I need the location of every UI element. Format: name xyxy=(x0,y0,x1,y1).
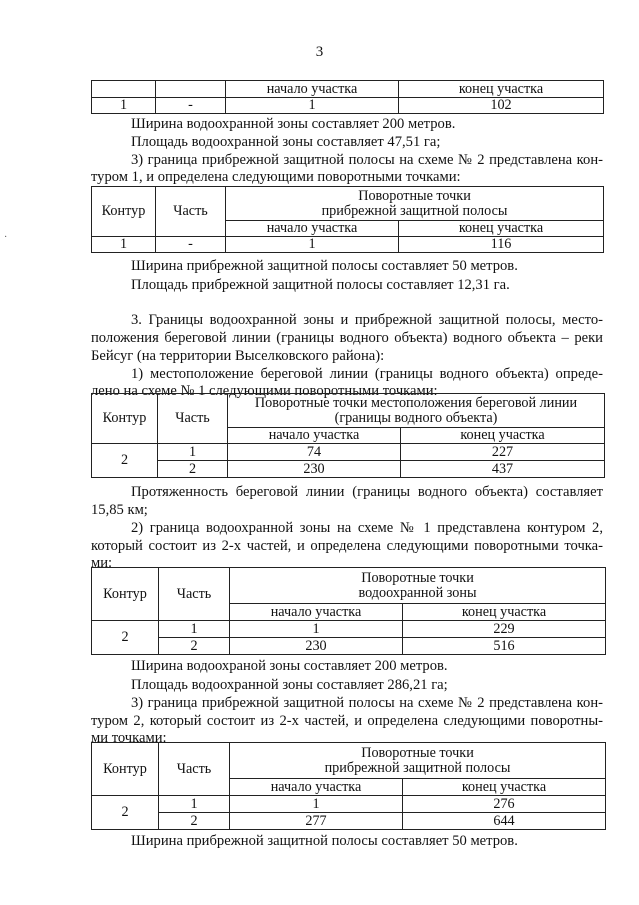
t4-turn-header xyxy=(230,568,606,604)
t3-part: 2 xyxy=(158,461,228,478)
t5-start: 277 xyxy=(230,813,403,830)
paragraph: туром 1, и определена следующими поворотными точками: xyxy=(91,169,461,185)
t2-turn-header xyxy=(226,187,604,221)
t1-part: - xyxy=(156,98,226,114)
t3-end: 437 xyxy=(401,461,605,478)
t4-turn-header-line1: Поворотные точки xyxy=(361,569,474,586)
t3-end: 227 xyxy=(401,444,605,461)
t5-turn-header-line2: прибрежной защитной полосы xyxy=(324,759,511,776)
table-row xyxy=(92,98,604,114)
paragraph: 3. Границы водоохранной зоны и прибрежной защитной полосы, место- xyxy=(131,312,603,328)
t1-contour: 1 xyxy=(92,98,156,114)
t5-end: 644 xyxy=(403,813,606,830)
t4-start: 230 xyxy=(230,638,403,655)
t5-start-header: начало участка xyxy=(230,779,403,796)
t3-end-header: конец участка xyxy=(401,428,605,444)
t5-contour: 2 xyxy=(92,796,159,830)
t4-start-header: начало участка xyxy=(230,604,403,621)
t1-empty-2 xyxy=(156,81,226,98)
table-1 xyxy=(91,80,604,114)
t2-end: 116 xyxy=(399,237,604,253)
table-row xyxy=(92,621,606,638)
t1-empty-1 xyxy=(92,81,156,98)
paragraph: Ширина водоохраной зоны составляет 200 метров. xyxy=(131,658,448,674)
t4-end: 516 xyxy=(403,638,606,655)
t2-contour: 1 xyxy=(92,237,156,253)
t5-end: 276 xyxy=(403,796,606,813)
paragraph: 15,85 км; xyxy=(91,502,148,518)
t4-end-header: конец участка xyxy=(403,604,606,621)
table-row xyxy=(92,796,606,813)
t3-turn-header-line2: (границы водного объекта) xyxy=(334,409,498,426)
t3-turn-header xyxy=(228,394,605,428)
table-row xyxy=(92,813,606,830)
page-number: 3 xyxy=(315,44,324,60)
t3-turn-header-line1: Поворотные точки местоположения береговой линии xyxy=(254,394,578,411)
paragraph: 2) граница водоохранной зоны на схеме № 1 представлена контуром 2, xyxy=(131,520,603,536)
t2-start: 1 xyxy=(226,237,399,253)
table-row xyxy=(92,444,605,461)
t3-contour-header: Контур xyxy=(92,394,158,444)
paragraph: лено на схеме № 1 следующими поворотными точками: xyxy=(91,383,438,399)
t1-end: 102 xyxy=(399,98,604,114)
t4-part-header: Часть xyxy=(159,568,230,621)
t5-turn-header-line1: Поворотные точки xyxy=(361,744,474,761)
t3-start-header: начало участка xyxy=(228,428,401,444)
t2-part-header: Часть xyxy=(156,187,226,237)
table-5 xyxy=(91,742,606,830)
paragraph: Площадь водоохранной зоны составляет 286,21 га; xyxy=(131,677,448,693)
t5-part-header: Часть xyxy=(159,743,230,796)
t5-end-header: конец участка xyxy=(403,779,606,796)
paragraph: который состоит из 2-х частей, и определена следующими поворотными точка- xyxy=(91,538,603,554)
table-3 xyxy=(91,393,605,478)
t2-turn-header-line2: прибрежной защитной полосы xyxy=(321,202,508,219)
paragraph: Ширина прибрежной защитной полосы составляет 50 метров. xyxy=(131,258,518,274)
paragraph: Ширина водоохранной зоны составляет 200 метров. xyxy=(131,116,456,132)
t4-start: 1 xyxy=(230,621,403,638)
t3-start: 230 xyxy=(228,461,401,478)
t1-end-header: конец участка xyxy=(399,81,604,98)
table-2 xyxy=(91,186,604,253)
paragraph: 3) граница прибрежной защитной полосы на схеме № 2 представлена кон- xyxy=(131,152,603,168)
paragraph: 1) местоположение береговой линии (границы водного объекта) опреде- xyxy=(131,366,603,382)
t4-contour-header: Контур xyxy=(92,568,159,621)
paragraph: туром 2, который состоит из 2-х частей, и определена следующими поворотны- xyxy=(91,713,603,729)
paragraph: ми: xyxy=(91,555,113,571)
t4-part: 2 xyxy=(159,638,230,655)
t2-part: - xyxy=(156,237,226,253)
t2-turn-header-line1: Поворотные точки xyxy=(358,187,471,204)
t2-start-header: начало участка xyxy=(226,221,399,237)
table-row xyxy=(92,638,606,655)
t3-part: 1 xyxy=(158,444,228,461)
table-4 xyxy=(91,567,606,655)
paragraph: 3) граница прибрежной защитной полосы на схеме № 2 представлена кон- xyxy=(131,695,603,711)
t4-contour: 2 xyxy=(92,621,159,655)
table-row xyxy=(92,461,605,478)
t4-turn-header-line2: водоохранной зоны xyxy=(358,584,477,601)
paragraph: ми точками: xyxy=(91,730,167,746)
paragraph: положения береговой линии (границы водного объекта) водного объекта – реки xyxy=(91,330,603,346)
t5-part: 1 xyxy=(159,796,230,813)
t2-contour-header: Контур xyxy=(92,187,156,237)
t2-end-header: конец участка xyxy=(399,221,604,237)
t3-contour: 2 xyxy=(92,444,158,478)
t5-part: 2 xyxy=(159,813,230,830)
paragraph: Протяженность береговой линии (границы водного объекта) составляет xyxy=(131,484,603,500)
t4-part: 1 xyxy=(159,621,230,638)
t3-start: 74 xyxy=(228,444,401,461)
t1-start-header: начало участка xyxy=(226,81,399,98)
t1-start: 1 xyxy=(226,98,399,114)
paragraph: Бейсуг (на территории Выселковского района): xyxy=(91,348,385,364)
t5-start: 1 xyxy=(230,796,403,813)
paragraph: Ширина прибрежной защитной полосы составляет 50 метров. xyxy=(131,833,518,849)
t5-turn-header xyxy=(230,743,606,779)
table-row xyxy=(92,237,604,253)
paragraph: Площадь прибрежной защитной полосы составляет 12,31 га. xyxy=(131,277,510,293)
t5-contour-header: Контур xyxy=(92,743,159,796)
t4-end: 229 xyxy=(403,621,606,638)
scan-speck: · xyxy=(4,232,8,243)
paragraph: Площадь водоохранной зоны составляет 47,51 га; xyxy=(131,134,441,150)
t3-part-header: Часть xyxy=(158,394,228,444)
